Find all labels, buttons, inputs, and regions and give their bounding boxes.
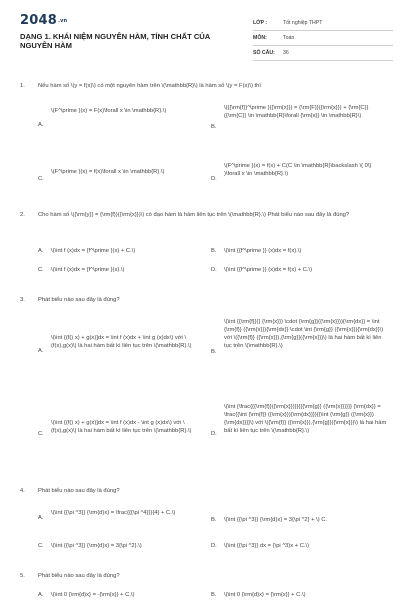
logo — [20, 13, 67, 28]
meta-row-class — [253, 16, 393, 31]
option-text: \(F^\prime }(x) = F(x)\forall x \in \mathbb{R}.\) — [51, 108, 167, 114]
option-text: \(\int {(f() x) + g(x)]dx = \int f (x)dx - \int g (x)dx\) với \(f(x),g(x)\) là hai hàm bất kì liên tục trên \(\mathbb{R}.\) — [51, 420, 192, 434]
question-text: Phát biểu nào sau đây là đúng? — [38, 297, 120, 303]
option-letter: D. — [211, 176, 217, 182]
option-letter: A. — [38, 348, 44, 354]
page-title: DẠNG 1. KHÁI NIỆM NGUYÊN HÀM, TÍNH CHẤT CỦA NGUYÊN HÀM — [20, 32, 210, 50]
option-text: \(\int {(f() x) + g(x)]dx = \int f (x)dx + \int g (x)dx\) với \(f(x),g(x)\) là hai hàm bất kì liên tục trên \(\mathbb{R}.\) — [51, 335, 192, 349]
question-number: 4. — [20, 488, 25, 494]
option-text: \(\int f (x)dx = {f^\prime }(x) + C.\) — [51, 248, 136, 254]
option-text: \(\int f (x)dx = {f^\prime }(x).\) — [51, 267, 125, 273]
question-text: Nếu hàm số \(y = f(x)\) có một nguyên hàm trên \(\mathbb{R}\) là hàm số \(y = F(x)\) thì — [38, 83, 261, 89]
meta-value: Tốt nghiệp THPT — [283, 20, 323, 26]
option-text: \(\int 0 {\rm{d}x} = {\rm{x}} + C.\) — [224, 592, 306, 598]
option-letter: A. — [38, 122, 44, 128]
option-letter: D. — [211, 431, 217, 437]
meta-key: MÔN: — [253, 35, 267, 41]
option-letter: B. — [211, 592, 217, 598]
option-letter: B. — [211, 124, 217, 130]
option-text: \(F^\prime }(x) = f(x)\forall x \in \mathbb{R}.\) — [51, 169, 165, 175]
option-text: \(\int {\frac{{{\rm{f}}({\rm{x}})}}{{{\rm{g}} ({\rm{x}})}}} {\rm{dx}} = \frac{{\int {\rm{f}} ({\rm{x}}){\rm{dx}}}}{{\int {\rm{g}} ({\rm{x}}){\rm{dx}}}}\) với \({\rm{f}} ({\rm{x}}),{\rm{g}}({\rm{x}})\) là hai hàm bất kì liên tục trên \(\mathbb{R}.\) — [224, 404, 387, 434]
logo-main: 2048 — [20, 13, 57, 28]
option-letter: C. — [38, 176, 44, 182]
option-text: \({{\rm{f}}^\prime }({\rm{x}}) = {\rm{F}}({\rm{x}}) + {\rm{C}}({\rm{C}} \in \mathbb{R}\forall {\rm{x}} \in \mathbb{R}\) — [224, 105, 369, 119]
option-letter: D. — [211, 543, 217, 549]
option-letter: A. — [38, 592, 44, 598]
meta-value: Toán — [283, 35, 295, 41]
option-letter: B. — [211, 517, 217, 523]
logo-sub: .vn — [57, 17, 68, 24]
meta-value: 36 — [283, 50, 289, 56]
meta-key: LỚP : — [253, 20, 268, 26]
option-letter: D. — [211, 267, 217, 273]
option-text: \(F^\prime }(x) = f(x) + C(C \in \mathbb{R}\backslash \{ 0\} )\forall x \in \mathbb{R}.\) — [224, 163, 372, 177]
question-number: 3. — [20, 297, 25, 303]
option-letter: C. — [38, 431, 44, 437]
meta-row-subject — [253, 31, 393, 46]
option-text: \(\int {{\rm{f}}(} {\rm{x}}) \cdot {\rm{g}}({\rm{x}})){\rm{dx}} = \int {\rm{f}} ({\rm{x}}){\rm{dx}} \cdot \int {\rm{g}} ({\rm{x}}){\rm{dx}}\) với \({\rm{f}} ({\rm{x}}),{\rm{g}}({\rm{x}})\) là hai hàm bất kì liên tục trên \(\mathbb{R}.\) — [224, 319, 384, 349]
option-letter: A. — [38, 515, 44, 521]
option-text: \(\int 0 {\rm{d}x} = -{\rm{x}} + C.\) — [51, 592, 135, 598]
option-letter: B. — [211, 349, 217, 355]
option-text: \(\int {{\pi ^3}} {\rm{d}x} = 3{\pi ^2} + \) C. — [224, 517, 328, 523]
option-letter: B. — [211, 248, 217, 254]
option-letter: C. — [38, 267, 44, 273]
option-text: \(\int {{\pi ^3}} {\rm{d}x} = \frac{{{\pi ^4}}}{4} + C.\) — [51, 510, 176, 516]
option-letter: A. — [38, 248, 44, 254]
option-text: \(\int {{\pi ^3}} dx = {\pi ^3}x + C.\) — [224, 543, 310, 549]
option-text: \(\int {{\pi ^3}} {\rm{d}x} = 3{\pi ^2}.\) — [51, 543, 142, 549]
question-number: 1. — [20, 83, 25, 89]
question-text: Cho hàm số \({\rm{y}} = {\rm{f}}({\rm{x}})\) có đạo hàm là hàm liên tục trên \(\mathbb{R}.\) Phát biểu nào sau đây là đúng? — [38, 212, 350, 218]
option-text: \(\int {{f^\prime }} (x)dx = f(x).\) — [224, 248, 302, 254]
question-number: 5. — [20, 573, 25, 579]
meta-table — [253, 16, 393, 61]
meta-row-count — [253, 46, 393, 61]
option-text: \(\int {{f^\prime }} (x)dx = f(x) + C.\) — [224, 267, 313, 273]
meta-key: SỐ CÂU: — [253, 50, 275, 56]
option-letter: C. — [38, 543, 44, 549]
question-text: Phát biểu nào sau đây là đúng? — [38, 573, 120, 579]
question-number: 2. — [20, 212, 25, 218]
question-text: Phát biểu nào sau đây là đúng? — [38, 488, 120, 494]
